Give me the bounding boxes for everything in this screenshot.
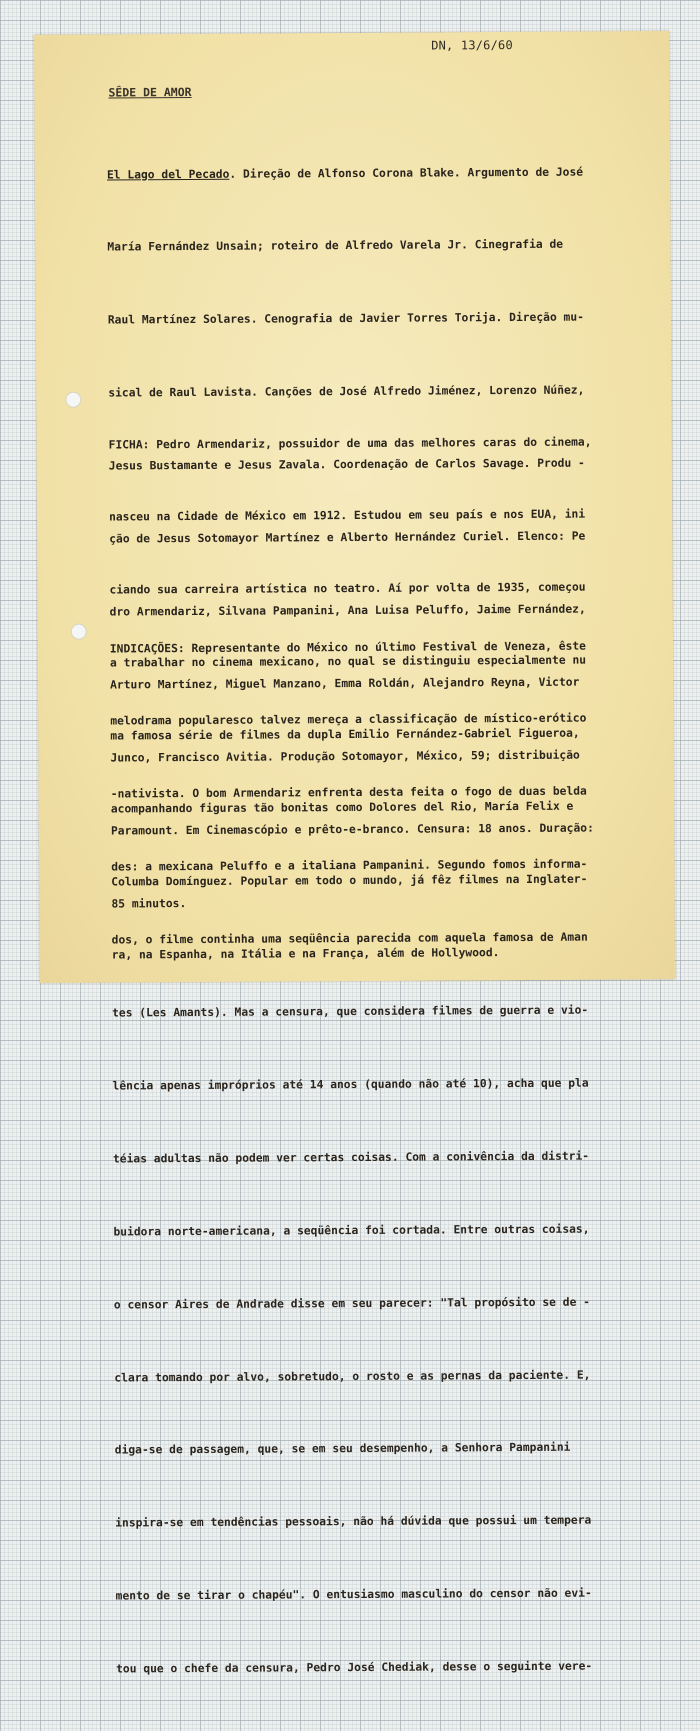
indicacoes-line: téias adultas não podem ver certas coisas. Com a conivência da distri-: [112, 1149, 590, 1166]
ficha-line: FICHA: Pedro Armendariz, possuidor de uma das melhores caras do cinema,: [108, 435, 592, 452]
indicacoes-line: diga-se de passagem, que, se em seu desempenho, a Senhora Pampanini: [114, 1441, 571, 1457]
indicacoes-line: dos, o filme continha uma seqüência parecida com aquela famosa de Aman: [111, 930, 588, 947]
indicacoes-line: mento de se tirar o chapéu". O entusiasmo masculino do censor não evi-: [115, 1586, 592, 1603]
credits-line: dro Armendariz, Silvana Pampanini, Ana Luisa Peluffo, Jaime Fernández,: [109, 602, 586, 619]
punch-hole: [71, 624, 87, 640]
credits-line: Paramount. Em Cinemascópio e prêto-e-branco. Censura: 18 anos. Duração:: [110, 821, 594, 838]
indicacoes-line: tes (Les Amants). Mas a censura, que considera filmes de guerra e vio-: [112, 1003, 589, 1020]
credits-line: Arturo Martínez, Miguel Manzano, Emma Roldán, Alejandro Reyna, Victor: [110, 675, 580, 692]
ficha-line: Columba Domínguez. Popular em todo o mundo, já fêz filmes na Inglater-: [111, 872, 588, 889]
indicacoes-line: buidora norte-americana, a seqüência foi cortada. Entre outras coisas,: [113, 1222, 590, 1239]
indicacoes-line: o censor Aires de Andrade disse em seu parecer: "Tal propósito se de -: [113, 1295, 590, 1312]
ficha-line: ra, na Espanha, na Itália e na França, além de Hollywood.: [111, 945, 500, 962]
ficha-line: nasceu na Cidade de México em 1912. Estudou em seu país e nos EUA, ini: [109, 508, 586, 524]
credits-line: Jesus Bustamante e Jesus Zavala. Coordenação de Carlos Savage. Produ -: [108, 456, 585, 473]
indicacoes-line: INDICAÇÕES: Representante do México no último Festival de Veneza, êste: [109, 639, 586, 656]
film-title: El Lago del Pecado: [106, 167, 230, 182]
page-title: SÊDE DE AMOR: [108, 84, 192, 100]
ficha-line: ma famosa série de filmes da dupla Emilio Fernández-Gabriel Figueroa,: [110, 726, 580, 743]
credits-line: María Fernández Unsain; roteiro de Alfredo Varela Jr. Cinegrafia de: [107, 238, 564, 254]
credits-line: ção de Jesus Sotomayor Martínez e Alberto Hernández Curiel. Elenco: Pe: [109, 529, 586, 546]
credits-line: El Lago del Pecado. Direção de Alfonso Corona Blake. Argumento de José: [106, 165, 584, 182]
credits-line: Junco, Francisco Avitia. Produção Sotomayor, México, 59; distribuição: [110, 748, 580, 765]
ficha-line: acompanhando figuras tão bonitas como Dolores del Rio, María Felix e: [110, 799, 574, 816]
ficha-line: a trabalhar no cinema mexicano, no qual se distinguiu especialmente nu: [109, 653, 587, 670]
indicacoes-line: clara tomando por alvo, sobretudo, o rosto e as pernas da paciente. E,: [114, 1368, 591, 1384]
indicacoes-paragraph: [109, 585, 664, 1730]
ficha-line: ciando sua carreira artística no teatro. Aí por volta de 1935, começou: [109, 580, 586, 597]
indicacoes-line: des: a mexicana Peluffo e a italiana Pampanini. Segundo fomos informa-: [111, 857, 588, 874]
credits-line: 85 minutos.: [111, 896, 187, 910]
indicacoes-line: lência apenas impróprios até 14 anos (quando não até 10), acha que pla: [112, 1076, 589, 1093]
indicacoes-line: -nativista. O bom Armendariz enfrenta desta feita o fogo de duas belda: [110, 784, 587, 801]
punch-hole: [65, 392, 81, 408]
indicacoes-line: melodrama popularesco talvez mereça a classificação de místico-erótico: [110, 712, 587, 728]
credits-line: sical de Raul Lavista. Canções de José Alfredo Jiménez, Lorenzo Núñez,: [108, 383, 585, 400]
indicacoes-line: inspira-se em tendências pessoais, não há dúvida que possui um tempera: [115, 1513, 592, 1530]
date-stamp: DN, 13/6/60: [431, 38, 513, 53]
typewritten-page: [34, 31, 675, 1676]
indicacoes-line: tou que o chefe da censura, Pedro José Chediak, desse o seguinte vere-: [116, 1659, 593, 1676]
credits-line: Raul Martínez Solares. Cenografia de Javier Torres Torija. Direção mu-: [107, 310, 584, 327]
